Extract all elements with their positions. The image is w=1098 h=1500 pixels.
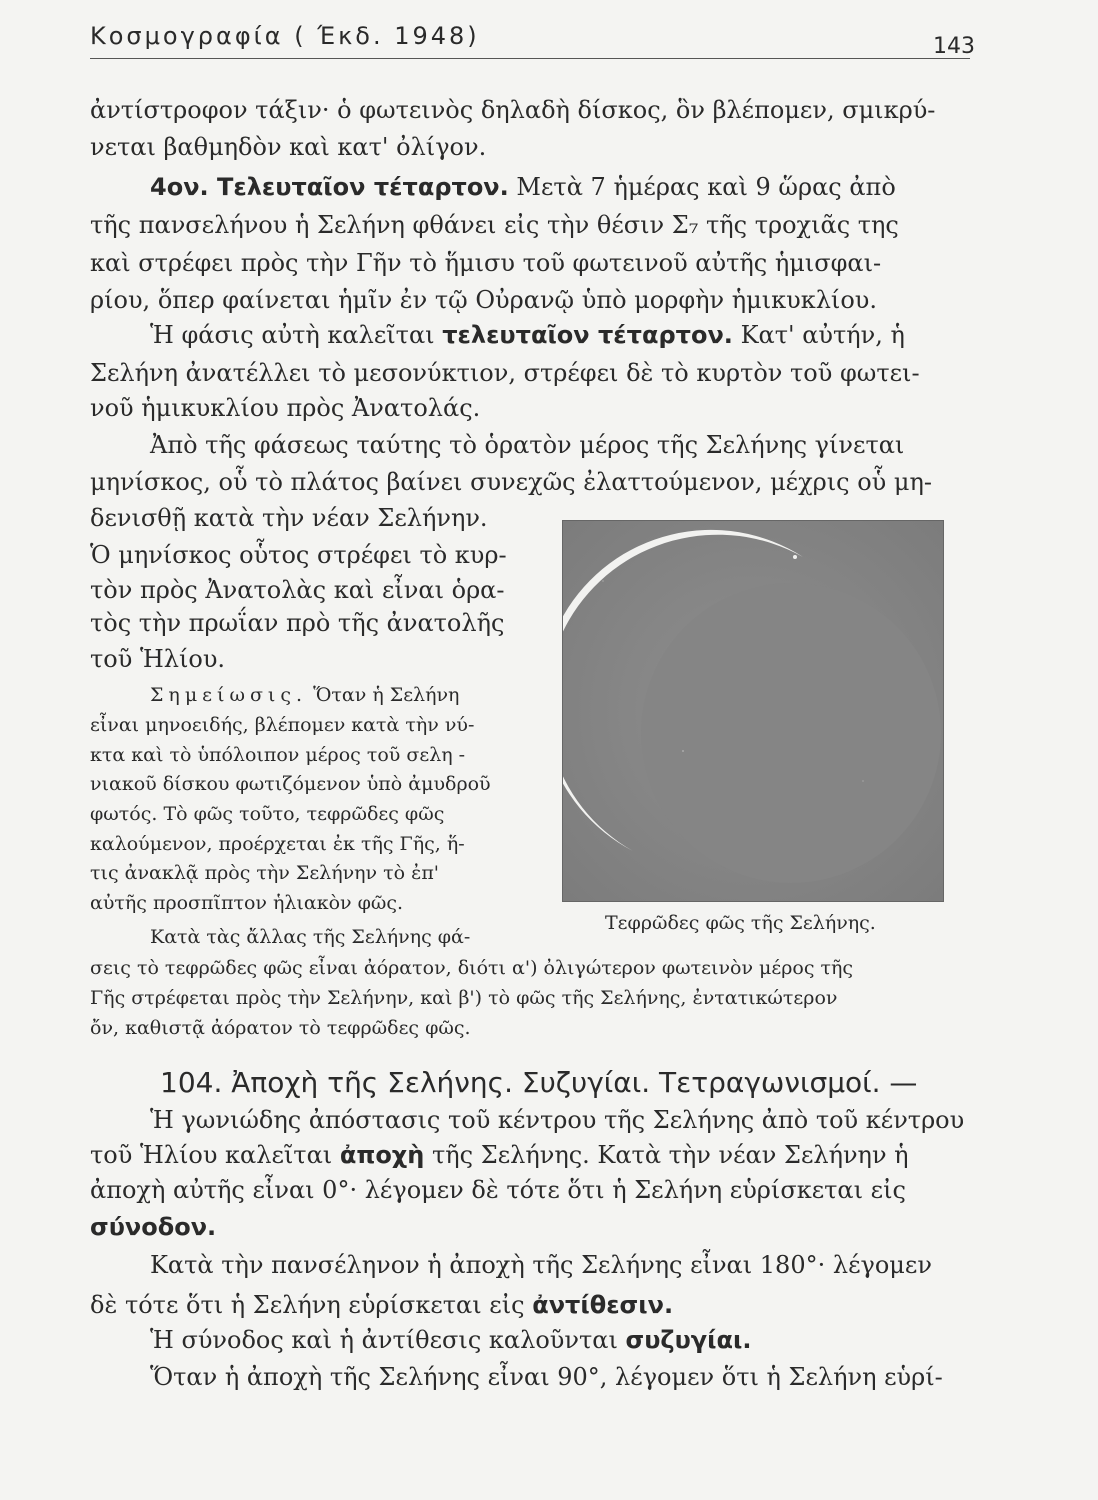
paragraph-line xyxy=(90,1290,673,1320)
earthshine-photo xyxy=(562,520,944,902)
text-span: Ὅταν ἡ Σελήνη xyxy=(313,684,460,706)
note-line: ὄν, καθιστᾷ ἀόρατον τὸ τεφρῶδες φῶς. xyxy=(90,1017,471,1039)
text-span: Ἡ σύνοδος καὶ ἡ ἀντίθεσις καλοῦνται xyxy=(150,1326,618,1354)
text-line: Σελήνη ἀνατέλλει τὸ μεσονύκτιον, στρέφει δὲ τὸ κυρτὸν τοῦ φωτει- xyxy=(90,359,920,387)
text-span: τῆς Σελήνης. Κατὰ τὴν νέαν Σελήνην ἡ xyxy=(432,1141,909,1169)
note-line: Γῆς στρέφεται πρὸς τὴν Σελήνην, καὶ β') τὸ φῶς τῆς Σελήνης, ἐντατικώτερον xyxy=(90,987,838,1009)
text-line: ἀντίστροφον τάξιν· ὁ φωτεινὸς δηλαδὴ δίσκος, ὃν βλέπομεν, σμικρύ- xyxy=(90,96,936,124)
text-line: μηνίσκος, οὗ τὸ πλάτος βαίνει συνεχῶς ἐλαττούμενον, μέχρις οὗ μη- xyxy=(90,468,932,496)
term-bold: τελευταῖον τέταρτον. xyxy=(442,321,733,349)
paragraph-lead xyxy=(150,172,896,202)
note-line: καλούμενον, προέρχεται ἐκ τῆς Γῆς, ἥ- xyxy=(90,833,465,855)
text-line: Κατὰ τὴν πανσέληνον ἡ ἀποχὴ τῆς Σελήνης εἶναι 180°· λέγομεν xyxy=(150,1251,932,1279)
term-bold: σύνοδον. xyxy=(90,1213,217,1241)
text-span: Κατ' αὐτήν, ἡ xyxy=(740,321,905,349)
text-line: νεται βαθμηδὸν καὶ κατ' ὀλίγον. xyxy=(90,133,487,161)
running-header xyxy=(90,22,975,68)
text-span: Μετὰ 7 ἡμέρας καὶ 9 ὥρας ἀπὸ xyxy=(516,173,896,201)
note-line: νιακοῦ δίσκου φωτιζόμενον ὑπὸ ἀμυδροῦ xyxy=(90,773,491,795)
text-line: τῆς πανσελήνου ἡ Σελήνη φθάνει εἰς τὴν θέσιν Σ₇ τῆς τροχιᾶς της xyxy=(90,211,899,239)
text-line: Ἀπὸ τῆς φάσεως ταύτης τὸ ὁρατὸν μέρος τῆς Σελήνης γίνεται xyxy=(150,431,905,459)
text-line: νοῦ ἡμικυκλίου πρὸς Ἀνατολάς. xyxy=(90,394,481,422)
paragraph-line xyxy=(90,1140,909,1170)
paragraph-lead xyxy=(150,320,905,350)
text-span: τοῦ Ἡλίου καλεῖται xyxy=(90,1141,333,1169)
text-span: δὲ τότε ὅτι ἡ Σελήνη εὑρίσκεται εἰς xyxy=(90,1291,525,1319)
term-bold: συζυγίαι. xyxy=(625,1326,752,1354)
note-line: εἶναι μηνοειδής, βλέπομεν κατὰ τὴν νύ- xyxy=(90,714,475,736)
text-line: τὸς τὴν πρωΐαν πρὸ τῆς ἀνατολῆς xyxy=(90,609,505,637)
subsection-heading: 4ον. Τελευταῖον τέταρτον. xyxy=(150,173,509,201)
text-line: δενισθῇ κατὰ τὴν νέαν Σελήνην. xyxy=(90,504,488,532)
text-line: Ἡ γωνιώδης ἀπόστασις τοῦ κέντρου τῆς Σελήνης ἀπὸ τοῦ κέντρου xyxy=(150,1106,965,1134)
note-line: τις ἀνακλᾷ πρὸς τὴν Σελήνην τὸ ἐπ' xyxy=(90,862,440,884)
paragraph-line xyxy=(150,1325,751,1355)
term-bold: ἀποχὴ xyxy=(339,1141,425,1169)
text-line: ἀποχὴ αὐτῆς εἶναι 0°· λέγομεν δὲ τότε ὅτι ἡ Σελήνη εὑρίσκεται εἰς xyxy=(90,1176,906,1204)
text-span: Ἡ φάσις αὐτὴ καλεῖται xyxy=(150,321,435,349)
text-line: Ὁ μηνίσκος οὗτος στρέφει τὸ κυρ- xyxy=(90,541,507,569)
term-bold: ἀντίθεσιν. xyxy=(532,1291,674,1319)
note-line: Κατὰ τὰς ἄλλας τῆς Σελήνης φά- xyxy=(150,926,471,948)
figure-caption: Τεφρῶδες φῶς τῆς Σελήνης. xyxy=(605,912,876,934)
text-line: καὶ στρέφει πρὸς τὴν Γῆν τὸ ἥμισυ τοῦ φωτεινοῦ αὐτῆς ἡμισφαι- xyxy=(90,249,882,277)
page-number: 143 xyxy=(933,34,975,59)
note-line: αὐτῆς προσπῖπτον ἡλιακὸν φῶς. xyxy=(90,892,404,914)
book-title: Κοσμογραφία ( Έκδ. 1948) xyxy=(90,22,480,50)
header-rule xyxy=(90,58,970,59)
text-line: τὸν πρὸς Ἀνατολὰς καὶ εἶναι ὁρα- xyxy=(90,576,505,604)
text-line: Ὅταν ἡ ἀποχὴ τῆς Σελήνης εἶναι 90°, λέγομεν ὅτι ἡ Σελήνη εὑρί- xyxy=(150,1363,943,1391)
crescent-moon-image xyxy=(563,521,943,901)
note-lead xyxy=(150,682,459,708)
text-line: τοῦ Ἡλίου. xyxy=(90,645,226,673)
note-line: κτα καὶ τὸ ὑπόλοιπον μέρος τοῦ σελη - xyxy=(90,744,466,766)
text-line: ρίου, ὅπερ φαίνεται ἡμῖν ἐν τῷ Οὐρανῷ ὑπὸ μορφὴν ἡμικυκλίου. xyxy=(90,286,877,314)
note-line: φωτός. Τὸ φῶς τοῦτο, τεφρῶδες φῶς xyxy=(90,803,445,825)
note-label: Σημείωσις. xyxy=(150,684,308,706)
section-heading: 104. Ἀποχὴ τῆς Σελήνης. Συζυγίαι. Τετραγωνισμοί. — xyxy=(160,1066,918,1099)
note-line: σεις τὸ τεφρῶδες φῶς εἶναι ἀόρατον, διότι α') ὀλιγώτερον φωτεινὸν μέρος τῆς xyxy=(90,957,854,979)
